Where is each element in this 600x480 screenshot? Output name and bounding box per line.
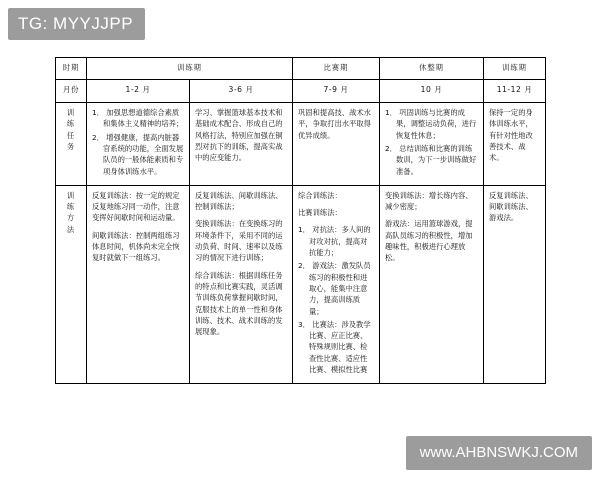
header-month-7-9: 7-9 月	[293, 80, 380, 103]
training-plan-table	[55, 57, 546, 384]
cell-tasks-11-12	[484, 103, 546, 186]
cell-methods-11-12	[484, 185, 546, 383]
row-label-tasks	[56, 103, 87, 186]
paragraph-lead: 综合训练法：	[298, 190, 342, 200]
row-label-char: 务	[66, 141, 76, 151]
header-label-month: 月份	[56, 80, 87, 103]
paragraph-sub: 比赛训练法：	[298, 208, 342, 218]
header-period-rest: 休整期	[380, 58, 484, 80]
header-period-competition: 比赛期	[293, 58, 380, 80]
list-item: 1． 对抗法：多人间的对攻对抗，提高对抗能力；	[298, 225, 371, 258]
tg-watermark: TG: MYYJJPP	[8, 8, 145, 40]
paragraph: 巩固和提高技、战术水平，争取打出水平取得优异成绩。	[298, 108, 371, 140]
list-item: 2． 总结训练和比赛的训练数训，为下一步训练做好准备。	[385, 143, 477, 176]
row-label-char: 法	[66, 224, 76, 234]
training-plan-sheet	[55, 57, 545, 384]
cell-methods-10	[380, 185, 484, 383]
table-header-row-period	[56, 58, 546, 80]
paragraph: 综合训练法：根据训练任务的特点和比赛实践，灵活调节训练负荷掌握间歇时间，克服技术上的单一性和身体训练、技术、战术训练的发展现象。	[195, 270, 283, 337]
header-month-1-2: 1-2 月	[87, 80, 190, 103]
list-item: 2． 增强健康，提高内脏器官系统的功能，全面发展队员的一般体能素质和专项身体训练水平。	[92, 132, 184, 176]
header-label-period: 时期	[56, 58, 87, 80]
cell-methods-3-6	[190, 185, 293, 383]
header-month-3-6: 3-6 月	[190, 80, 293, 103]
list-item: 3． 比赛法：涉及教学比赛、应正比赛、特殊规则比赛、检查性比赛、适应性比赛、模拟性比赛	[298, 319, 371, 374]
site-watermark: www.AHBNSWKJ.COM	[406, 436, 592, 470]
list-item: 1． 巩固训练与比赛的成果，调整运动负荷，进行恢复性休息；	[385, 108, 477, 140]
row-label-char: 练	[66, 202, 76, 212]
row-label-char: 任	[66, 130, 76, 140]
cell-tasks-1-2	[87, 103, 190, 186]
paragraph: 反复训练法、间歇训练法、游戏法。	[489, 190, 533, 223]
header-month-10: 10 月	[380, 80, 484, 103]
header-month-11-12: 11-12 月	[484, 80, 546, 103]
table-row-methods	[56, 185, 546, 383]
paragraph: 间歇训练法：控制两组练习体息时间，机体尚未完全恢复时就做下一组练习。	[92, 230, 180, 263]
cell-tasks-7-9	[293, 103, 380, 186]
paragraph: 保持一定的身体训练水平，有针对性地改善技术、战术。	[489, 108, 533, 163]
list-item: 2． 游戏法：激发队员练习的积极性和进取心，能集中注意力，提高训练质量；	[298, 261, 371, 316]
paragraph: 反复训练法、间歇训练法、控制训练法；	[195, 190, 283, 212]
paragraph: 变换训练法：增长练内容、减少密度；	[385, 190, 473, 212]
row-label-methods	[56, 185, 87, 383]
paragraph: 游戏法：运用篮球游戏，提高队员练习的积极性，增加趣味性，积极进行心理放松。	[385, 219, 473, 263]
paragraph: 变换训练法：在变换练习的环境条件下，采用不同的运动负荷、时间、速率以及练习的情况下进行训练；	[195, 219, 283, 263]
paragraph: 反复训练法：按一定的规定反复地练习同一动作，注意变挥好间歇时间和运动量。	[92, 190, 180, 223]
header-period-training-2: 训练期	[484, 58, 546, 80]
cell-tasks-3-6	[190, 103, 293, 186]
paragraph: 学习、掌握篮球基本技术和基础成术配合、形成自己的风格打法，特别应加强在铜烈对抗下的训练，提高实战中的应变能力。	[195, 108, 283, 163]
list-item: 1． 加强思想道德综合素质和集体主义精神的培养；	[92, 108, 184, 129]
table-row-tasks	[56, 103, 546, 186]
row-label-char: 训	[66, 108, 76, 118]
row-label-char: 方	[66, 213, 76, 223]
row-label-char: 练	[66, 119, 76, 129]
table-header-row-months	[56, 80, 546, 103]
cell-tasks-10	[380, 103, 484, 186]
cell-methods-7-9	[293, 185, 380, 383]
row-label-char: 训	[66, 190, 76, 200]
cell-methods-1-2	[87, 185, 190, 383]
header-period-training-1: 训练期	[87, 58, 293, 80]
